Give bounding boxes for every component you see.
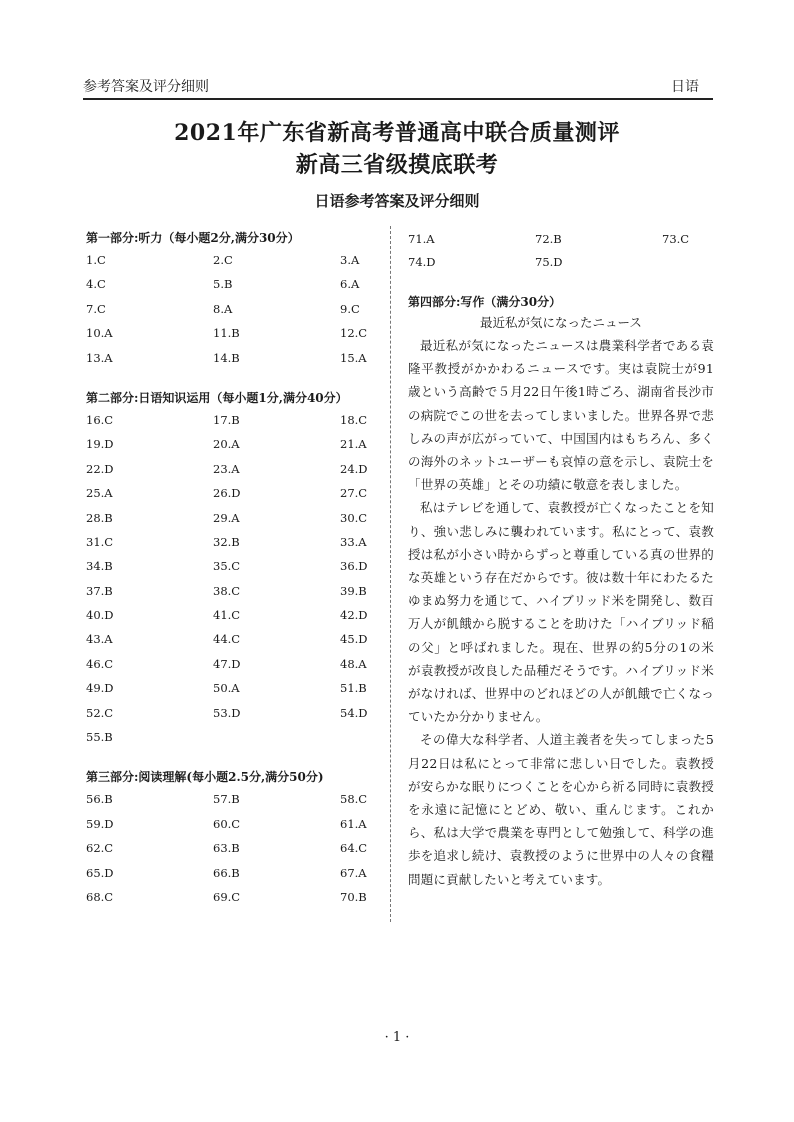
answer-item: 31.C — [86, 534, 114, 549]
answer-item: 47.D — [213, 656, 241, 671]
answer-item: 14.B — [213, 350, 240, 365]
answer-item: 59.D — [86, 816, 114, 831]
essay-paragraph: その偉大な科学者、人道主義者を失ってしまった5月22日は私にとって非常に悲しい日でした。袁教授が安らかな眠りにつくことを心から祈る同時に袁教授を永遠に記憶にとどめ、敬い、重んじます。これから、私は大学で農業を専門として勉強して、科学の進歩を追求し続け、袁教授のように世界中の人々の食糧問題に貢献したいと考えています。 — [408, 732, 714, 887]
answer-item: 1.C — [86, 253, 106, 267]
answer-item: 11.B — [213, 326, 240, 341]
answer-item: 16.C — [86, 412, 114, 427]
answer-item: 43.A — [86, 632, 113, 647]
answer-item: 50.A — [213, 681, 240, 696]
answer-item: 48.A — [340, 656, 367, 671]
answer-item: 21.A — [340, 437, 367, 452]
answer-item: 56.B — [86, 792, 113, 807]
answer-item: 68.C — [86, 889, 114, 904]
answer-item: 3.A — [340, 253, 360, 267]
answer-item: 5.B — [213, 277, 233, 292]
answer-item: 17.B — [213, 412, 240, 427]
answer-item: 75.D — [535, 255, 563, 269]
answer-item: 18.C — [340, 412, 368, 427]
answer-item: 62.C — [86, 841, 114, 856]
answer-item: 30.C — [340, 510, 368, 525]
answer-item: 25.A — [86, 486, 113, 501]
answer-item: 51.B — [340, 681, 367, 696]
answer-grid-reading-continued — [408, 228, 714, 274]
answer-item: 15.A — [340, 350, 367, 365]
answer-item: 28.B — [86, 510, 113, 525]
answer-item: 8.A — [213, 301, 233, 316]
answer-item: 60.C — [213, 816, 241, 831]
answer-item: 4.C — [86, 277, 106, 292]
answer-item: 57.B — [213, 792, 240, 807]
answer-item: 72.B — [535, 232, 562, 246]
answer-item: 64.C — [340, 841, 368, 856]
answer-item: 24.D — [340, 461, 368, 476]
document-title-line2: 新高三省级摸底联考 — [295, 152, 499, 178]
answer-item: 38.C — [213, 583, 241, 598]
answer-item: 34.B — [86, 559, 113, 574]
left-column — [86, 228, 376, 909]
header-left-label: 参考答案及评分细则 — [83, 79, 209, 95]
answer-item: 32.B — [213, 534, 240, 549]
essay-paragraph: 私はテレビを通して、袁教授が亡くなったことを知り、強い悲しみに襲われています。私にとって、袁教授は私が小さい時からずっと尊重している真の世界的な英雄という存在だからです。彼は数十年にわたるたゆまぬ努力を通じて、ハイブリッド米を開発し、数百万人が飢餓から脱することを助けた「ハイブリッド稲の父」と呼ばれました。現在、世界の約5分の1の米が袁教授が改良した品種だそうです。ハイブリッド米がなければ、世界中のどれほどの人が飢餓で亡くなっていたか分かりません。 — [408, 500, 714, 725]
answer-grid-listening — [86, 248, 376, 370]
answer-item: 19.D — [86, 437, 114, 452]
answer-item: 74.D — [408, 255, 436, 269]
answer-item: 58.C — [340, 792, 368, 807]
answer-item: 13.A — [86, 350, 113, 365]
answer-item: 2.C — [213, 253, 233, 267]
section-title-reading: 第三部分:阅读理解(每小题2.5分,满分50分) — [86, 770, 324, 785]
answer-item: 23.A — [213, 461, 240, 476]
answer-item: 12.C — [340, 326, 368, 341]
essay-body — [408, 334, 714, 891]
answer-item: 73.C — [662, 232, 690, 246]
answer-item: 63.B — [213, 841, 240, 856]
answer-item: 40.D — [86, 608, 114, 623]
answer-item: 26.D — [213, 486, 241, 501]
document-title: 2021年广东省新高考普通高中联合质量测评 — [174, 120, 620, 146]
answer-item: 61.A — [340, 816, 367, 831]
answer-item: 39.B — [340, 583, 367, 598]
answer-item: 20.A — [213, 437, 240, 452]
answer-item: 67.A — [340, 865, 367, 880]
answer-item: 27.C — [340, 486, 368, 501]
answer-item: 9.C — [340, 301, 360, 316]
answer-item: 7.C — [86, 301, 106, 316]
right-column — [408, 228, 714, 891]
essay-title: 最近私が気になったニュース — [480, 315, 642, 330]
answer-item: 10.A — [86, 326, 113, 341]
answer-grid-reading — [86, 787, 376, 909]
answer-item: 66.B — [213, 865, 240, 880]
answer-item: 54.D — [340, 705, 368, 720]
answer-item: 69.C — [213, 889, 241, 904]
page-number: · 1 · — [384, 1030, 410, 1045]
answer-item: 55.B — [86, 730, 113, 745]
answer-item: 33.A — [340, 534, 367, 549]
answer-item: 35.C — [213, 559, 241, 574]
answer-item: 44.C — [213, 632, 241, 647]
answer-item: 6.A — [340, 277, 360, 292]
essay-paragraph: 最近私が気になったニュースは農業科学者である袁隆平教授がかかわるニュースです。実は袁院士が91歳という高齢で５月22日午後1時ごろ、湖南省長沙市の病院でこの世を去ってしまいました。世界各界で悲しみの声が広がっていて、中国国内はもちろん、多くの海外のネットユーザーも哀悼の意を示し、袁院士を「世界の英雄」とその功績に敬意を表しました。 — [408, 338, 714, 493]
answer-item: 42.D — [340, 608, 368, 623]
section-title-listening: 第一部分:听力（每小题2分,满分30分） — [86, 231, 300, 245]
answer-item: 65.D — [86, 865, 114, 880]
document-subtitle: 日语参考答案及评分细则 — [314, 192, 480, 210]
answer-item: 22.D — [86, 461, 114, 476]
header-subject-label: 日语 — [671, 79, 699, 95]
answer-grid-knowledge — [86, 408, 376, 749]
answer-item: 29.A — [213, 510, 240, 525]
answer-item: 53.D — [213, 705, 241, 720]
column-divider — [390, 226, 391, 922]
answer-item: 71.A — [408, 232, 435, 246]
answer-item: 49.D — [86, 681, 114, 696]
header-rule — [83, 98, 713, 100]
answer-item: 36.D — [340, 559, 368, 574]
answer-item: 46.C — [86, 656, 114, 671]
answer-item: 41.C — [213, 608, 241, 623]
answer-item: 70.B — [340, 889, 367, 904]
section-title-knowledge: 第二部分:日语知识运用（每小题1分,满分40分） — [86, 390, 348, 405]
section-title-writing: 第四部分:写作（满分30分） — [408, 295, 562, 309]
answer-item: 45.D — [340, 632, 368, 647]
answer-item: 37.B — [86, 583, 113, 598]
answer-item: 52.C — [86, 705, 114, 720]
